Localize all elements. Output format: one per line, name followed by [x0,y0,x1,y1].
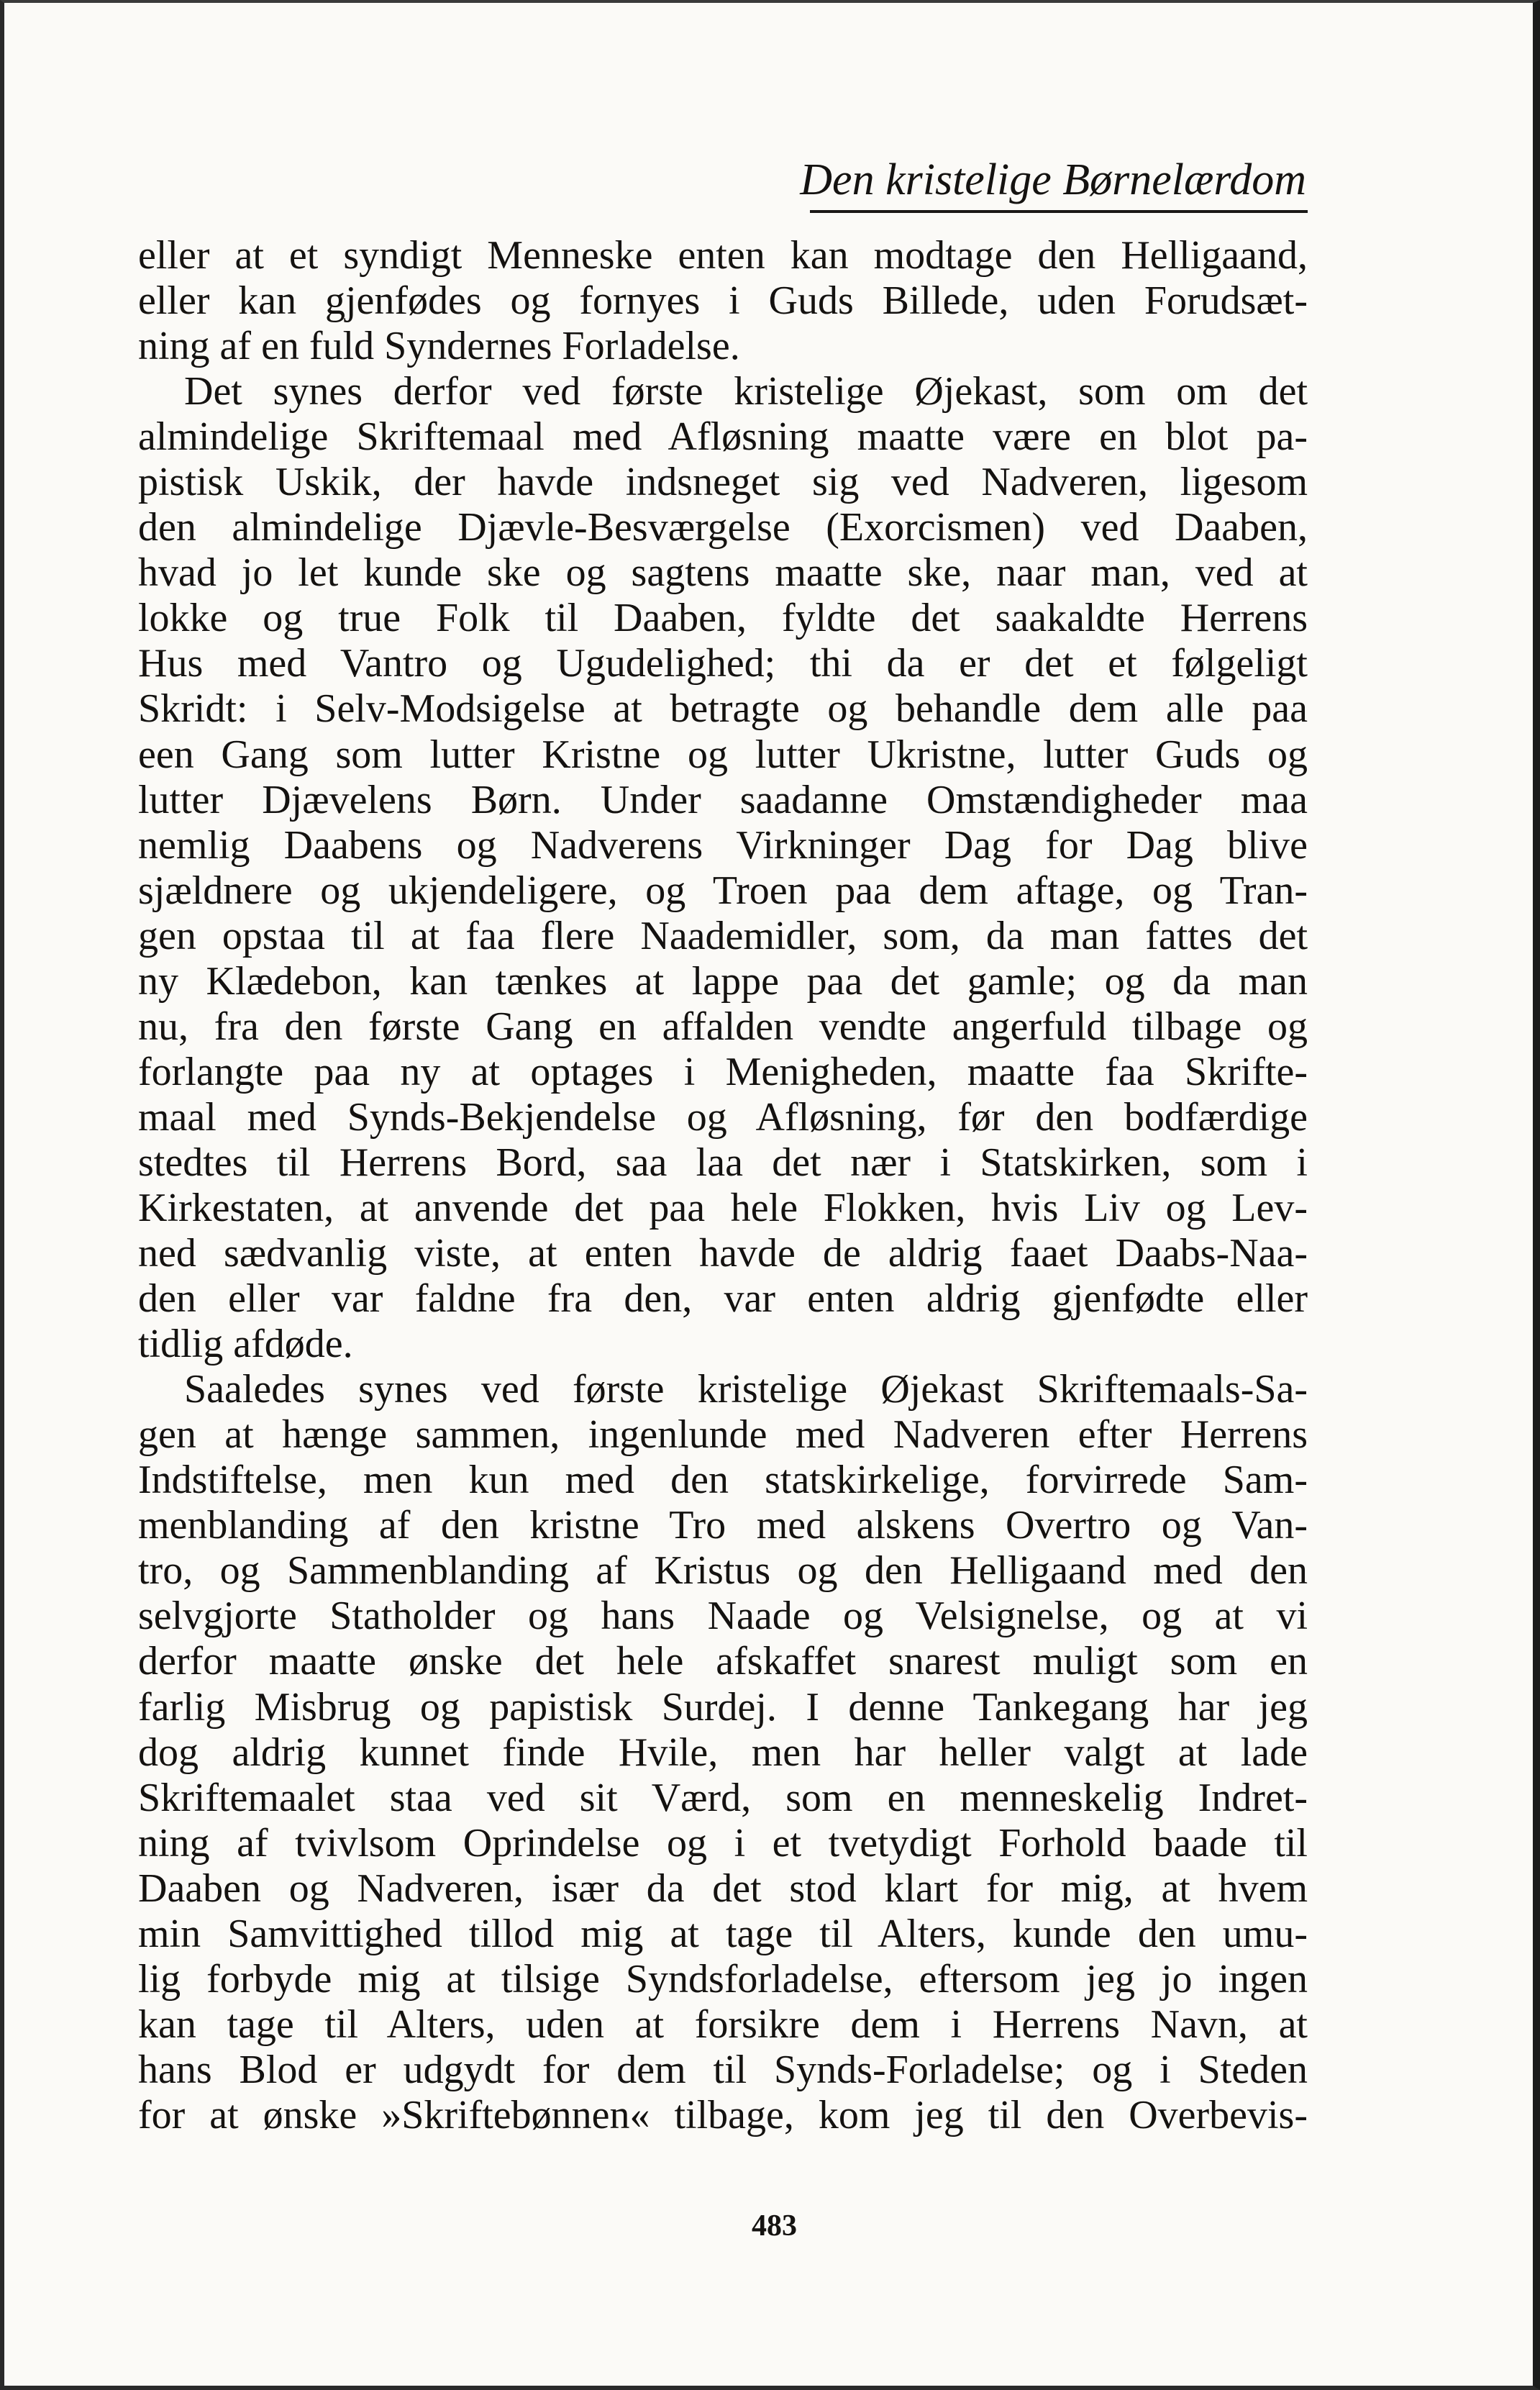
text-line: Daaben og Nadveren, især da det stod klart for mig, at hvem [138,1866,1308,1911]
text-line: min Samvittighed tillod mig at tage til Alters, kunde den umu- [138,1911,1308,1956]
text-line: derfor maatte ønske det hele afskaffet snarest muligt som en [138,1639,1308,1684]
text-line: Kirkestaten, at anvende det paa hele Flokken, hvis Liv og Lev- [138,1185,1308,1230]
text-line: eller at et syndigt Menneske enten kan modtage den Helligaand, [138,233,1308,278]
text-line: hvad jo let kunde ske og sagtens maatte ske, naar man, ved at [138,550,1308,596]
text-line: nu, fra den første Gang en affalden vendte angerfuld tilbage og [138,1004,1308,1049]
text-line: almindelige Skriftemaal med Afløsning maatte være en blot pa- [138,414,1308,460]
text-line: gen opstaa til at faa flere Naademidler, som, da man fattes det [138,913,1308,958]
text-line: for at ønske »Skriftebønnen« tilbage, kom jeg til den Overbevis- [138,2092,1308,2137]
text-line: ning af en fuld Syndernes Forladelse. [138,324,740,369]
text-line: tro, og Sammenblanding af Kristus og den Helligaand med den [138,1548,1308,1594]
text-line: stedtes til Herrens Bord, saa laa det nær i Statskirken, som i [138,1140,1308,1185]
text-line: ned sædvanlig viste, at enten havde de aldrig faaet Daabs-Naa- [138,1231,1308,1276]
text-line: farlig Misbrug og papistisk Surdej. I denne Tankegang har jeg [138,1684,1308,1730]
text-line: Saaledes synes ved første kristelige Øjekast Skriftemaals-Sa- [184,1367,1308,1412]
text-line: lutter Djævelens Børn. Under saadanne Omstændigheder maa [138,777,1308,822]
text-line: gen at hænge sammen, ingenlunde med Nadveren efter Herrens [138,1412,1308,1458]
text-line: een Gang som lutter Kristne og lutter Ukristne, lutter Guds og [138,732,1308,777]
body-text [138,233,1308,2138]
text-line: forlangte paa ny at optages i Menigheden, maatte faa Skrifte- [138,1049,1308,1094]
text-line: Indstiftelse, men kun med den statskirkelige, forvirrede Sam- [138,1458,1308,1503]
text-line: Hus med Vantro og Ugudelighed; thi da er det et følgeligt [138,641,1308,686]
text-line: maal med Synds-Bekjendelse og Afløsning, før den bodfærdige [138,1094,1308,1140]
text-line: eller kan gjenfødes og fornyes i Guds Billede, uden Forudsæt- [138,278,1308,324]
text-line: dog aldrig kunnet finde Hvile, men har heller valgt at lade [138,1730,1308,1775]
text-line: selvgjorte Statholder og hans Naade og Velsignelse, og at vi [138,1594,1308,1639]
text-line: kan tage til Alters, uden at forsikre dem i Herrens Navn, at [138,2001,1308,2047]
text-line: menblanding af den kristne Tro med alskens Overtro og Van- [138,1503,1308,1548]
text-line: Skridt: i Selv-Modsigelse at betragte og behandle dem alle paa [138,686,1308,732]
text-line: hans Blod er udgydt for dem til Synds-Forladelse; og i Steden [138,2047,1308,2092]
text-line: sjældnere og ukjendeligere, og Troen paa dem aftage, og Tran- [138,868,1308,913]
header-rule [810,210,1308,213]
text-line: nemlig Daabens og Nadverens Virkninger Dag for Dag blive [138,822,1308,868]
text-line: ning af tvivlsom Oprindelse og i et tvetydigt Forhold baade til [138,1820,1308,1866]
text-line: tidlig afdøde. [138,1322,353,1367]
text-line: pistisk Uskik, der havde indsneget sig ved Nadveren, ligesom [138,460,1308,505]
page-number: 483 [752,2209,797,2243]
text-line: lokke og true Folk til Daaben, fyldte det saakaldte Herrens [138,596,1308,641]
running-title: Den kristelige Børnelærdom [800,155,1306,204]
text-line: ny Klædebon, kan tænkes at lappe paa det gamle; og da man [138,958,1308,1004]
text-line: den almindelige Djævle-Besværgelse (Exorcismen) ved Daaben, [138,505,1308,550]
text-line: lig forbyde mig at tilsige Syndsforladelse, eftersom jeg jo ingen [138,1956,1308,2001]
text-line: Skriftemaalet staa ved sit Værd, som en menneskelig Indret- [138,1775,1308,1820]
text-line: Det synes derfor ved første kristelige Øjekast, som om det [184,369,1308,414]
text-line: den eller var faldne fra den, var enten aldrig gjenfødte eller [138,1276,1308,1322]
